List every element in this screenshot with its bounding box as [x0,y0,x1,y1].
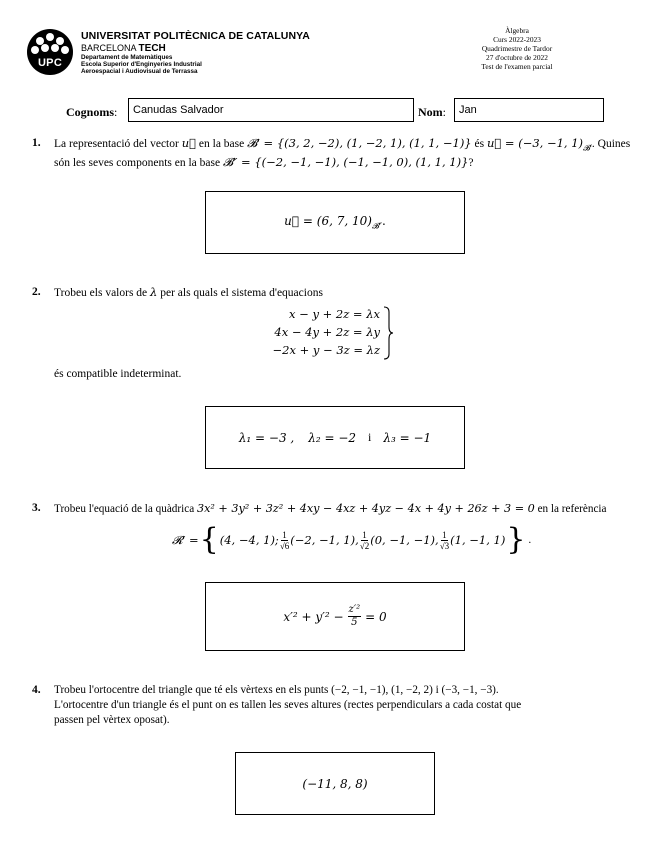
name-label: Nom: [418,105,447,119]
q2-system: x − y + 2z = λx 4x − 4y + 2z = λy −2x + y − 3z = λz [272,307,380,357]
q2-answer-2: λ₂ = −2 [308,430,357,445]
course-info: Àlgebra Curs 2022-2023 Quadrimestre de Tardor 27 d'octubre de 2022 Test de l'examen parcial [481,26,553,71]
q2-brace [382,306,394,360]
q3-reference: 𝓡′ = { (4, −4, 1); $\frac{1}{√6}$ (−2, −1, 1), $\frac{1}{√2}$ (0, −1, −1), $\frac{1}{√3}$ (1, −1, 1) } . [172,522,532,557]
university-subtitle: BARCELONA TECH [81,43,166,54]
q2-intro: Trobeu els valors de λ per als quals el sistema d'equacions [54,285,323,299]
q1-answer: u⃗ = (6, 7, $10)_{𝓑''}$. [284,213,386,231]
q1-text: La representació del vector u⃗ en la base 𝓑′ = {(3, 2, −2), (1, −2, 1), (1, 1, −1)} és u⃗ = (−3, −1, $1)_{𝓑'}$. Quines són les seves components en la base 𝓑″ = {(−2, −1, −1), (−1, −1, 0), (1, 1, 1)}? [54,136,631,170]
q2-number: 2. [32,286,41,298]
logo-text: UPC [37,57,63,69]
q4-answer-box [235,752,435,815]
q3-intro: Trobeu l'equació de la quàdrica 3x² + 3y² + 3z² + 4xy − 4xz + 4yz − 4x + 4y + 26z + 3 = 0 en la referència [54,502,607,515]
school-info: Departament de Matemàtiques Escola Superior d'Enginyeries Industrial Aeroespacial i Audiovisual de Terrassa [81,54,202,76]
surname-label: Cognoms: [66,105,118,119]
q2-answer-box: λ₁ = −3 , λ₂ = −2 i λ₃ = −1 [205,406,465,469]
q3-answer: x′² + y′² − $\frac{\text{z′²}}{5}$ = 0 [283,604,387,628]
q4-number: 4. [32,684,41,696]
q2-answer-1: λ₁ = −3 , [238,430,295,445]
name-field[interactable]: Jan [454,98,604,122]
university-name: UNIVERSITAT POLITÈCNICA DE CATALUNYA [81,30,310,42]
q2-after: és compatible indeterminat. [54,368,182,380]
q1-number: 1. [32,137,41,149]
surname-field[interactable]: Canudas Salvador [128,98,414,122]
q2-answer-3: λ₃ = −1 [383,430,432,445]
q1-answer-box [205,191,465,254]
q3-number: 3. [32,502,41,514]
q4-answer: (−11, 8, 8) [302,776,368,791]
q4-text: Trobeu l'ortocentre del triangle que té els vèrtexs en els punts (−2, −1, −1), (1, −2, 2) i (−3, −1, −3). L'ortocentre d'un triangle és el punt on es tallen les seves altures (rectes perpendiculars a cada costat que passen pel vèrtex oposat). [54,684,522,726]
q3-answer-box [205,582,465,651]
upc-logo [27,29,73,75]
